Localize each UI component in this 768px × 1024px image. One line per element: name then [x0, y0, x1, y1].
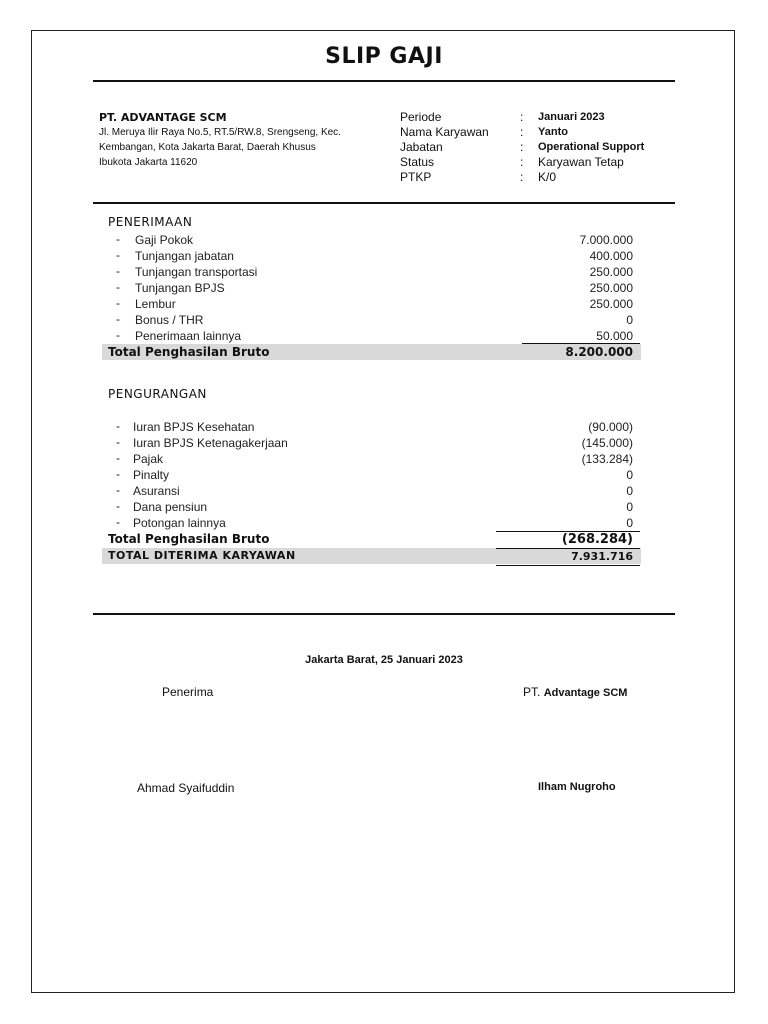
pengurangan-item-label: Pinalty: [133, 468, 170, 482]
info-label-periode: Periode: [400, 110, 442, 124]
penerimaan-item-label: Penerimaan lainnya: [135, 329, 242, 343]
info-label-ptkp: PTKP: [400, 170, 432, 184]
list-bullet: -: [116, 515, 120, 529]
list-bullet: -: [116, 467, 120, 481]
list-bullet: -: [116, 483, 120, 497]
info-colon: :: [520, 140, 524, 154]
pengurangan-item-amount: 0: [626, 516, 633, 530]
signature-divider: [93, 613, 675, 615]
penerimaan-item-amount: 7.000.000: [579, 233, 633, 247]
info-colon: :: [520, 110, 524, 124]
info-label-status: Status: [400, 155, 435, 169]
penerimaan-item-amount: 250.000: [589, 281, 633, 295]
grand-total-label: TOTAL DITERIMA KARYAWAN: [108, 549, 296, 562]
info-value-periode: Januari 2023: [538, 111, 605, 123]
slip-title: SLIP GAJI: [325, 44, 443, 69]
company-role-prefix: PT.: [523, 685, 541, 699]
company-role-name: Advantage SCM: [543, 687, 628, 699]
penerimaan-item-amount: 0: [626, 313, 633, 327]
list-bullet: -: [116, 499, 120, 513]
info-label-nama: Nama Karyawan: [400, 125, 489, 139]
list-bullet: -: [116, 232, 120, 246]
info-value-status: Karyawan Tetap: [538, 155, 624, 169]
list-bullet: -: [116, 264, 120, 278]
penerimaan-item-amount: 50.000: [596, 329, 633, 343]
company-address-line-3: Ibukota Jakarta 11620: [99, 157, 198, 168]
pengurangan-total-label: Total Penghasilan Bruto: [108, 532, 270, 546]
company-role: [523, 685, 627, 699]
info-label-jabatan: Jabatan: [400, 140, 443, 154]
list-bullet: -: [116, 451, 120, 465]
penerimaan-item-label: Tunjangan jabatan: [135, 249, 234, 263]
info-colon: :: [520, 155, 524, 169]
pengurangan-item-label: Iuran BPJS Kesehatan: [133, 420, 255, 434]
company-name: PT. ADVANTAGE SCM: [99, 111, 227, 124]
pengurangan-item-label: Dana pensiun: [133, 500, 208, 514]
pengurangan-item-amount: (133.284): [581, 452, 633, 466]
company-address-line-2: Kembangan, Kota Jakarta Barat, Daerah Khusus: [99, 142, 316, 153]
pengurangan-item-amount: (90.000): [588, 420, 633, 434]
list-bullet: -: [116, 435, 120, 449]
receiver-role: Penerima: [162, 685, 214, 699]
list-bullet: -: [116, 248, 120, 262]
penerimaan-total-amount: 8.200.000: [565, 345, 633, 359]
pengurangan-item-label: Asuransi: [133, 484, 180, 498]
penerimaan-item-amount: 250.000: [589, 297, 633, 311]
pengurangan-item-amount: 0: [626, 500, 633, 514]
sum-line: [496, 548, 640, 549]
penerimaan-item-amount: 400.000: [589, 249, 633, 263]
list-bullet: -: [116, 296, 120, 310]
pengurangan-item-label: Pajak: [133, 452, 164, 466]
list-bullet: -: [116, 312, 120, 326]
header-divider: [93, 202, 675, 204]
list-bullet: -: [116, 419, 120, 433]
penerimaan-item-label: Lembur: [135, 297, 176, 311]
info-value-nama: Yanto: [538, 126, 568, 138]
penerimaan-item-label: Bonus / THR: [135, 313, 204, 327]
pengurangan-item-amount: 0: [626, 468, 633, 482]
pengurangan-item-amount: (145.000): [581, 436, 633, 450]
info-colon: :: [520, 125, 524, 139]
company-address-line-1: Jl. Meruya Ilir Raya No.5, RT.5/RW.8, Srengseng, Kec.: [99, 127, 341, 138]
penerimaan-item-label: Tunjangan BPJS: [135, 281, 225, 295]
penerimaan-total-label: Total Penghasilan Bruto: [108, 345, 270, 359]
title-divider: [93, 80, 675, 82]
penerimaan-item-label: Gaji Pokok: [135, 233, 194, 247]
grand-total-amount: 7.931.716: [571, 550, 633, 563]
info-value-ptkp: K/0: [538, 170, 557, 184]
penerimaan-item-amount: 250.000: [589, 265, 633, 279]
pengurangan-total-amount: (268.284): [561, 532, 633, 547]
penerimaan-item-label: Tunjangan transportasi: [135, 265, 258, 279]
pengurangan-item-label: Potongan lainnya: [133, 516, 226, 530]
info-value-jabatan: Operational Support: [538, 141, 645, 153]
pengurangan-item-label: Iuran BPJS Ketenagakerjaan: [133, 436, 288, 450]
sum-line: [522, 343, 640, 344]
list-bullet: -: [116, 328, 120, 342]
signer-name: Ilham Nugroho: [538, 781, 616, 793]
pengurangan-item-amount: 0: [626, 484, 633, 498]
penerimaan-title: PENERIMAAN: [108, 215, 193, 229]
place-date: Jakarta Barat, 25 Januari 2023: [305, 654, 463, 666]
info-colon: :: [520, 170, 524, 184]
double-underline: [496, 565, 640, 566]
pengurangan-title: PENGURANGAN: [108, 387, 207, 401]
receiver-name: Ahmad Syaifuddin: [137, 781, 235, 795]
list-bullet: -: [116, 280, 120, 294]
